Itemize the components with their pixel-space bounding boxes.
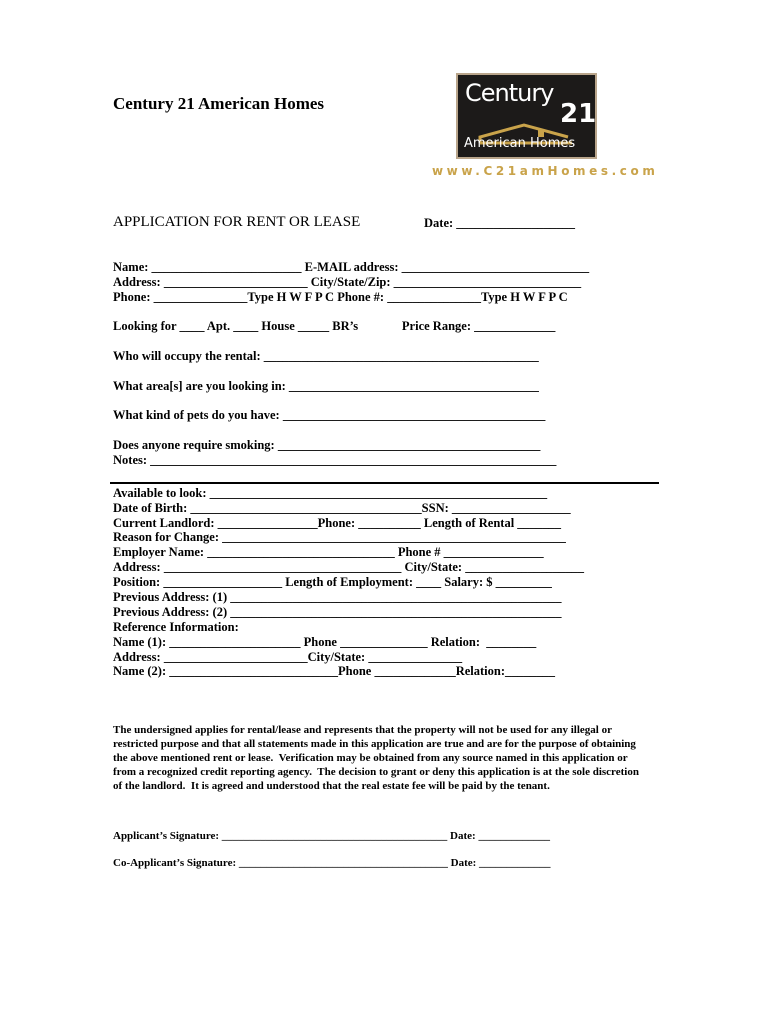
previous-address-1-line[interactable]: Previous Address: (1) _____________________________________________________ — [113, 590, 562, 604]
coapplicant-signature-line[interactable]: Co-Applicant’s Signature: ______________________________________ Date: _____________ — [113, 857, 551, 869]
reference-1-line[interactable]: Name (1): _____________________ Phone ______________ Relation: ________ — [113, 635, 537, 649]
section-divider — [110, 482, 659, 484]
dob-ssn-line[interactable]: Date of Birth: _____________________________________SSN: ___________________ — [113, 501, 571, 515]
logo-word: Century — [465, 79, 554, 107]
position-line[interactable]: Position: ___________________ Length of Employment: ____ Salary: $ _________ — [113, 575, 552, 589]
areas-line[interactable]: What area[s] are you looking in: ________________________________________ — [113, 379, 539, 393]
smoking-line[interactable]: Does anyone require smoking: __________________________________________ — [113, 438, 541, 452]
website-url: www.C21amHomes.com — [432, 164, 659, 178]
address-line[interactable]: Address: _______________________ City/State/Zip: ______________________________ — [113, 275, 582, 289]
available-line[interactable]: Available to look: ______________________________________________________ — [113, 486, 548, 500]
employer-line[interactable]: Employer Name: ______________________________ Phone # ________________ — [113, 545, 544, 559]
disclaimer-line: of the landlord. It is agreed and understood that the real estate fee will be paid by the tenant. — [113, 780, 550, 792]
reference-2-line[interactable]: Name (2): ___________________________Phone _____________Relation:________ — [113, 664, 555, 678]
phone-line[interactable]: Phone: _______________Type H W F P C Phone #: _______________Type H W F P C — [113, 290, 568, 304]
reference-heading: Reference Information: — [113, 620, 239, 634]
century21-logo — [456, 73, 597, 159]
applicant-signature-line[interactable]: Applicant’s Signature: _________________________________________ Date: _____________ — [113, 830, 550, 842]
disclaimer-paragraph — [113, 723, 673, 793]
reason-line[interactable]: Reason for Change: _______________________________________________________ — [113, 530, 566, 544]
previous-address-2-line[interactable]: Previous Address: (2) _____________________________________________________ — [113, 605, 562, 619]
looking-for-line[interactable]: Looking for ____ Apt. ____ House _____ BR’s Price Range: _____________ — [113, 319, 556, 333]
reference-address-line[interactable]: Address: _______________________City/State: _______________ — [113, 650, 463, 664]
disclaimer-line: restricted purpose and that all statements made in this application are true and are for the purpose of obtaining — [113, 738, 636, 750]
notes-line[interactable]: Notes: _________________________________________________________________ — [113, 453, 557, 467]
company-name: Century 21 American Homes — [113, 94, 325, 113]
disclaimer-line: from a recognized credit reporting agency. The decision to grant or deny this application is at the sole discretion — [113, 766, 639, 778]
date-field[interactable]: Date: ___________________ — [424, 216, 576, 230]
disclaimer-line: the above mentioned rent or lease. Verification may be obtained from any source named in this application or — [113, 752, 628, 764]
logo-number: 21 — [560, 99, 597, 129]
pets-line[interactable]: What kind of pets do you have: __________________________________________ — [113, 408, 546, 422]
occupants-line[interactable]: Who will occupy the rental: ____________________________________________ — [113, 349, 539, 363]
name-email-line[interactable]: Name: ________________________ E-MAIL address: ______________________________ — [113, 260, 590, 274]
employer-address-line[interactable]: Address: ______________________________________ City/State: ___________________ — [113, 560, 584, 574]
disclaimer-line: The undersigned applies for rental/lease and represents that the property will not be used for any illegal or — [113, 724, 612, 736]
form-title: APPLICATION FOR RENT OR LEASE — [113, 214, 361, 230]
landlord-line[interactable]: Current Landlord: ________________Phone: __________ Length of Rental _______ — [113, 516, 562, 530]
logo-subtitle: American Homes — [464, 136, 576, 151]
